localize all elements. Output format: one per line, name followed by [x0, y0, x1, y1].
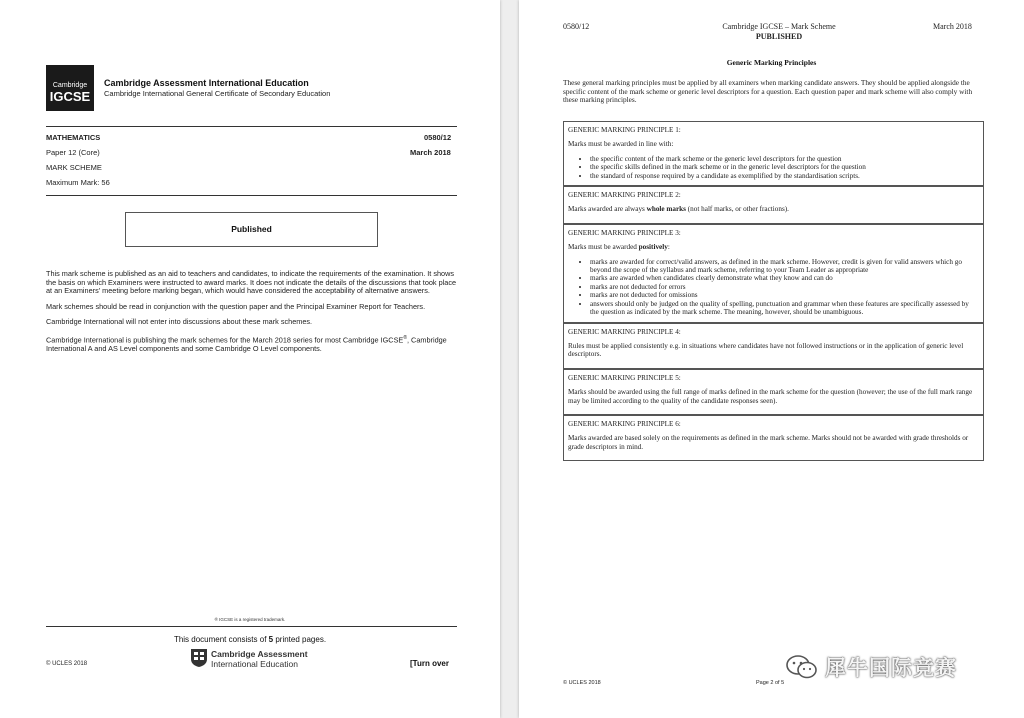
org-subtitle: Cambridge International General Certificate of Secondary Education	[104, 89, 331, 98]
principle-5	[563, 368, 984, 414]
list-item: • marks are not deducted for omissions	[590, 291, 979, 299]
principle-6	[563, 414, 984, 461]
list-item: • the standard of response required by a candidate as exemplified by the standardisation scripts.	[590, 172, 979, 180]
copyright: © UCLES 2018	[46, 661, 88, 667]
trademark-note: ® IGCSE is a registered trademark.	[214, 617, 286, 622]
header-date: March 2018	[933, 22, 972, 31]
header-title: Cambridge IGCSE – Mark Scheme	[722, 22, 836, 31]
text-run: :	[667, 243, 670, 252]
principle-bullets	[568, 258, 979, 317]
logo-bottom-text: IGCSE	[49, 89, 91, 104]
principle-text: Rules must be applied consistently e.g. in situations where candidates have not followed instructions or in the application of generic level descriptors.	[568, 341, 964, 359]
org-name: Cambridge Assessment International Education	[104, 78, 309, 88]
principle-2	[563, 185, 984, 223]
text-run: , Cambridge International A and AS Level components and some Cambridge O Level components.	[46, 335, 447, 353]
header-code: 0580/12	[563, 22, 590, 31]
list-item: • marks are awarded for correct/valid answers, as defined in the mark scheme. However, credit is given for valid answers which go beyond the scope of the syllabus and mark scheme, referring to your Team Leader as appropriate	[590, 258, 979, 275]
cover-body-text	[46, 270, 458, 361]
divider	[46, 126, 457, 127]
header-published: PUBLISHED	[755, 32, 803, 41]
generic-marking-principles-page	[519, 0, 1024, 718]
list-item: • the specific content of the mark scheme or the generic level descriptors for the question	[590, 155, 979, 163]
text-run: Cambridge International is publishing the mark schemes for the March 2018 series for most Cambridge IGCSE	[46, 335, 404, 345]
page-number: Page 2 of 5	[756, 680, 785, 686]
principle-heading: GENERIC MARKING PRINCIPLE 4:	[568, 327, 681, 336]
principle-4	[563, 322, 984, 368]
text-run: printed pages.	[273, 635, 327, 644]
max-mark: Maximum Mark: 56	[46, 178, 110, 187]
principles-table	[563, 121, 984, 461]
cambridge-igcse-logo	[46, 65, 94, 111]
doc-type: MARK SCHEME	[46, 163, 102, 172]
copyright: © UCLES 2018	[563, 680, 601, 686]
list-item: • marks are awarded when candidates clearly demonstrate what they know and can do	[590, 274, 979, 282]
principle-text	[568, 243, 979, 251]
divider	[46, 626, 457, 627]
subject: MATHEMATICS	[46, 133, 101, 142]
principle-text	[568, 205, 979, 213]
text-run: This document consists of	[173, 635, 269, 644]
paper-code: 0580/12	[424, 133, 452, 142]
principle-3	[563, 223, 984, 322]
page-count: 5	[268, 635, 274, 644]
paragraph: Cambridge International will not enter into discussions about these mark schemes.	[46, 317, 313, 327]
principle-text: Marks awarded are based solely on the requirements as defined in the mark scheme. Marks should not be awarded with grade thresholds or grade descriptors in mind.	[568, 434, 969, 451]
exam-date: March 2018	[410, 148, 451, 157]
principle-heading: GENERIC MARKING PRINCIPLE 3:	[568, 228, 681, 237]
section-title: Generic Marking Principles	[726, 58, 817, 67]
published-box: Published	[125, 212, 378, 247]
principle-text: Marks should be awarded using the full range of marks defined in the mark scheme for the question (however; the use of the full mark range may be limited according to the quality of the candidate responses seen).	[568, 388, 973, 405]
text-run: (not half marks, or other fractions).	[685, 205, 789, 214]
principle-text: Marks must be awarded in line with:	[568, 140, 674, 149]
watermark-text: 犀牛国际竞赛	[825, 657, 957, 680]
page-count-note	[0, 635, 500, 644]
principle-bullets	[568, 155, 979, 180]
list-item: • the specific skills defined in the mark scheme or in the generic level descriptors for the question	[590, 163, 979, 171]
principle-heading: GENERIC MARKING PRINCIPLE 5:	[568, 373, 681, 382]
mark-scheme-cover-page	[0, 0, 500, 718]
list-item: • marks are not deducted for errors	[590, 283, 979, 291]
paper-name: Paper 12 (Core)	[46, 148, 100, 157]
principle-heading: GENERIC MARKING PRINCIPLE 1:	[568, 126, 681, 134]
principle-1	[563, 121, 984, 185]
intro-text: These general marking principles must be applied by all examiners when marking candidate answers. They should be applied alongside the specific content of the mark scheme or generic level descriptors for a question. Each question paper and mark scheme will also comply with these marking principles.	[563, 78, 973, 104]
paragraph: This mark scheme is published as an aid to teachers and candidates, to indicate the requirements of the examination. It shows the basis on which Examiners were instructed to award marks. It does not indicate the details of the discussions that took place at an Examiners' meeting before marking began, which would have considered the acceptability of alternative answers.	[46, 269, 457, 296]
international-education-text: International Education	[211, 659, 298, 669]
cambridge-shield-icon	[190, 648, 208, 668]
principle-heading: GENERIC MARKING PRINCIPLE 2:	[568, 191, 681, 200]
emphasis: positively	[638, 243, 668, 252]
text-run: Marks must be awarded	[568, 243, 639, 252]
text-run: Marks awarded are always	[568, 205, 647, 214]
principle-heading: GENERIC MARKING PRINCIPLE 6:	[568, 419, 681, 428]
paragraph: Mark schemes should be read in conjunction with the question paper and the Principal Examiner Report for Teachers.	[46, 301, 426, 311]
emphasis: whole marks	[646, 205, 686, 214]
registered-mark: ®	[403, 334, 407, 341]
wechat-icon	[785, 654, 819, 680]
cambridge-assessment-text: Cambridge Assessment	[211, 649, 308, 659]
list-item: • answers should only be judged on the quality of spelling, punctuation and grammar when these features are specifically assessed by the question as indicated by the mark scheme. The meaning, however, should be unambiguous.	[590, 300, 979, 317]
paragraph	[46, 334, 458, 354]
logo-top-text: Cambridge	[52, 82, 88, 89]
header-center	[659, 22, 899, 42]
divider	[46, 195, 457, 196]
wechat-watermark	[785, 652, 957, 682]
turn-over: [Turn over	[410, 659, 449, 668]
